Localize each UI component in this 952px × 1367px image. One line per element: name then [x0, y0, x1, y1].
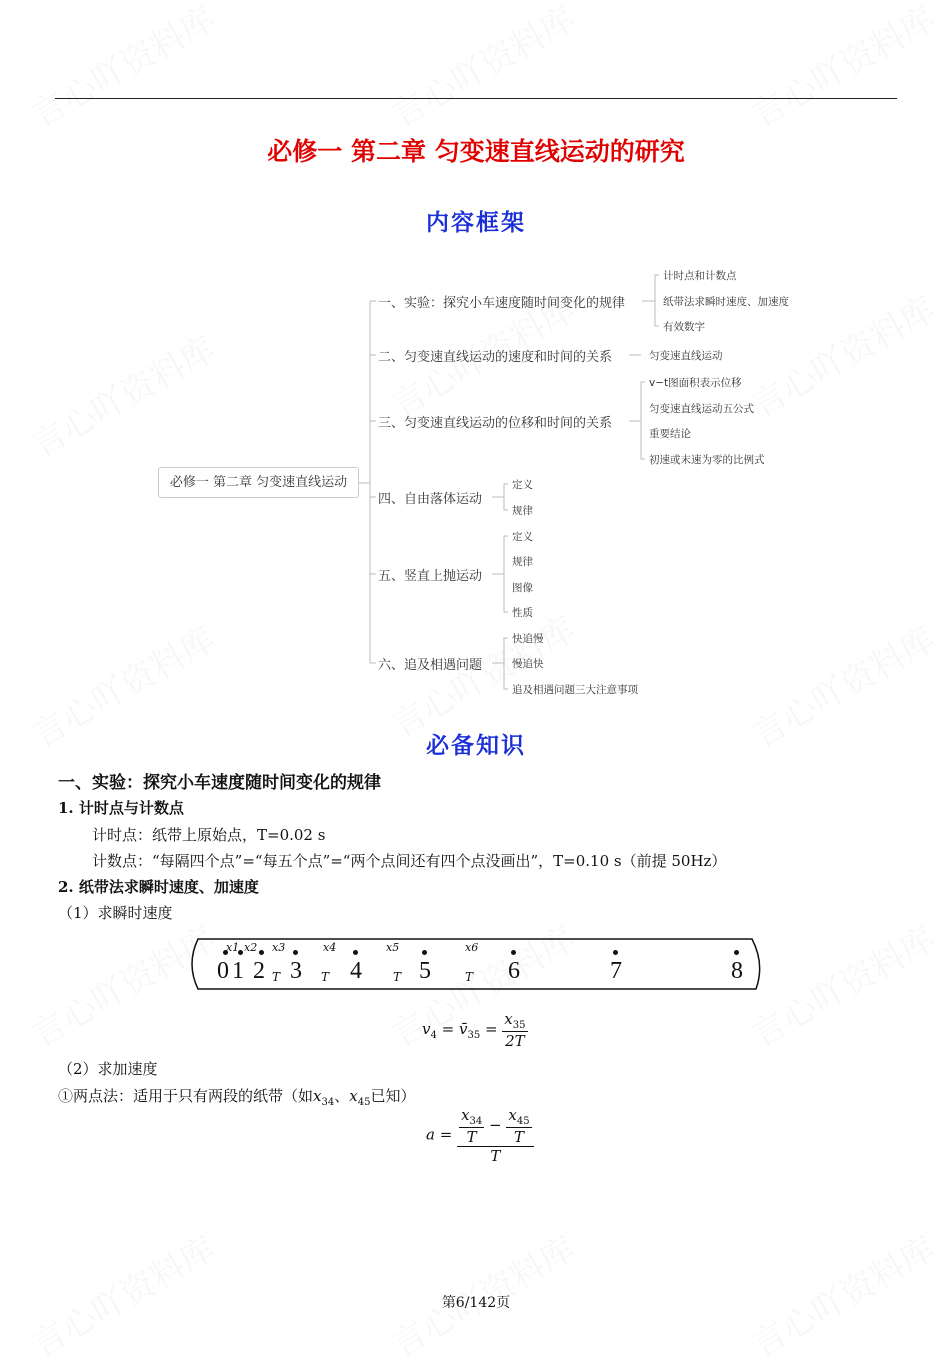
mindmap-leaf: 纸带法求瞬时速度、加速度 — [663, 296, 789, 308]
mindmap-branch: 五、竖直上抛运动 — [378, 569, 483, 584]
page-number: 第6/142页 — [441, 1295, 511, 1311]
text-line: 计时点：纸带上原始点，T=0.02 s — [92, 826, 326, 844]
tape-dot — [353, 950, 358, 955]
mindmap-branch: 二、匀变速直线运动的速度和时间的关系 — [378, 350, 613, 365]
method-line: ①两点法：适用于只有两段的纸带（如$x_{34}$、$x_{45}$已知） — [58, 1087, 416, 1108]
mindmap-leaf: 初速或末速为零的比例式 — [649, 454, 765, 466]
mindmap-leaf: 计时点和计数点 — [663, 270, 737, 282]
watermark — [741, 912, 942, 1056]
part-label: （1）求瞬时速度 — [58, 904, 173, 922]
tape-label: x2 — [244, 941, 258, 954]
tape-dot — [511, 950, 516, 955]
tape-label: x3 — [272, 941, 286, 954]
tape-digit: 0 — [217, 958, 229, 984]
mindmap-leaf: 定义 — [512, 479, 533, 491]
tape-label: x5 — [386, 941, 400, 954]
tape-digit: 8 — [731, 958, 743, 984]
tape-digit: 1 — [232, 958, 244, 984]
mindmap-branch: 三、匀变速直线运动的位移和时间的关系 — [378, 416, 613, 431]
tape-dot — [734, 950, 739, 955]
tape-period-label: T — [321, 970, 330, 984]
tape-digit: 2 — [253, 958, 265, 984]
mindmap-leaf: 匀变速直线运动 — [649, 350, 723, 362]
part-label: （2）求加速度 — [58, 1060, 158, 1078]
tape-period-label: T — [393, 970, 402, 984]
tape-dot — [422, 950, 427, 955]
tape-dot — [293, 950, 298, 955]
mindmap-leaf: 图像 — [512, 582, 533, 594]
page-title: 必修一 第二章 匀变速直线运动的研究 — [267, 137, 685, 166]
tape-label: x1 — [226, 941, 240, 954]
mindmap-leaf: 快追慢 — [512, 633, 544, 645]
mindmap-leaf: 重要结论 — [649, 428, 691, 440]
knowledge-heading: 必备知识 — [426, 733, 526, 759]
text-line: 计数点：“每隔四个点”=“每五个点”=“两个点间还有四个点没画出”，T=0.10 s（前提 50Hz） — [92, 852, 727, 870]
mindmap-root: 必修一 第二章 匀变速直线运动 — [158, 467, 359, 498]
mindmap-branch: 一、实验：探究小车速度随时间变化的规律 — [378, 296, 626, 311]
tape-dot — [613, 950, 618, 955]
framework-heading: 内容框架 — [426, 210, 526, 236]
tape-digit: 4 — [350, 958, 362, 984]
tape-label: x6 — [465, 941, 479, 954]
mindmap-leaf: 追及相遇问题三大注意事项 — [512, 684, 638, 696]
section-heading: 一、实验：探究小车速度随时间变化的规律 — [58, 773, 381, 793]
tape-digit: 7 — [610, 958, 622, 984]
mindmap-branch: 六、追及相遇问题 — [378, 658, 483, 673]
mindmap-leaf: 定义 — [512, 531, 533, 543]
tape-label: x4 — [323, 941, 337, 954]
paper-tape-diagram — [190, 938, 762, 990]
mindmap-leaf: 匀变速直线运动五公式 — [649, 403, 754, 415]
subheading-1: 1. 计时点与计数点 — [58, 799, 184, 817]
tape-period-label: T — [465, 970, 474, 984]
subheading-2: 2. 纸带法求瞬时速度、加速度 — [58, 878, 259, 896]
mindmap-branch: 四、自由落体运动 — [378, 492, 483, 507]
tape-digit: 3 — [290, 958, 302, 984]
mindmap-leaf: 性质 — [512, 607, 533, 619]
formula-instant-velocity: $v_4$ = $v̄_{35}$ = $\frac{x_{35}}{2T}$ — [422, 1010, 526, 1050]
tape-digit: 5 — [419, 958, 431, 984]
tape-period-label: T — [272, 970, 281, 984]
tape-digit: 6 — [508, 958, 520, 984]
mindmap-leaf: 有效数字 — [663, 321, 705, 333]
mindmap-leaf: v−t图面积表示位移 — [649, 377, 742, 389]
mindmap-leaf: 规律 — [512, 505, 533, 517]
formula-acceleration: a = $\frac{x_{34}}{T}$ − $\frac{x_{45}}{T}$ T — [426, 1106, 534, 1165]
mindmap-leaf: 慢追快 — [512, 658, 544, 670]
tape-dot — [259, 950, 264, 955]
mindmap-leaf: 规律 — [512, 556, 533, 568]
